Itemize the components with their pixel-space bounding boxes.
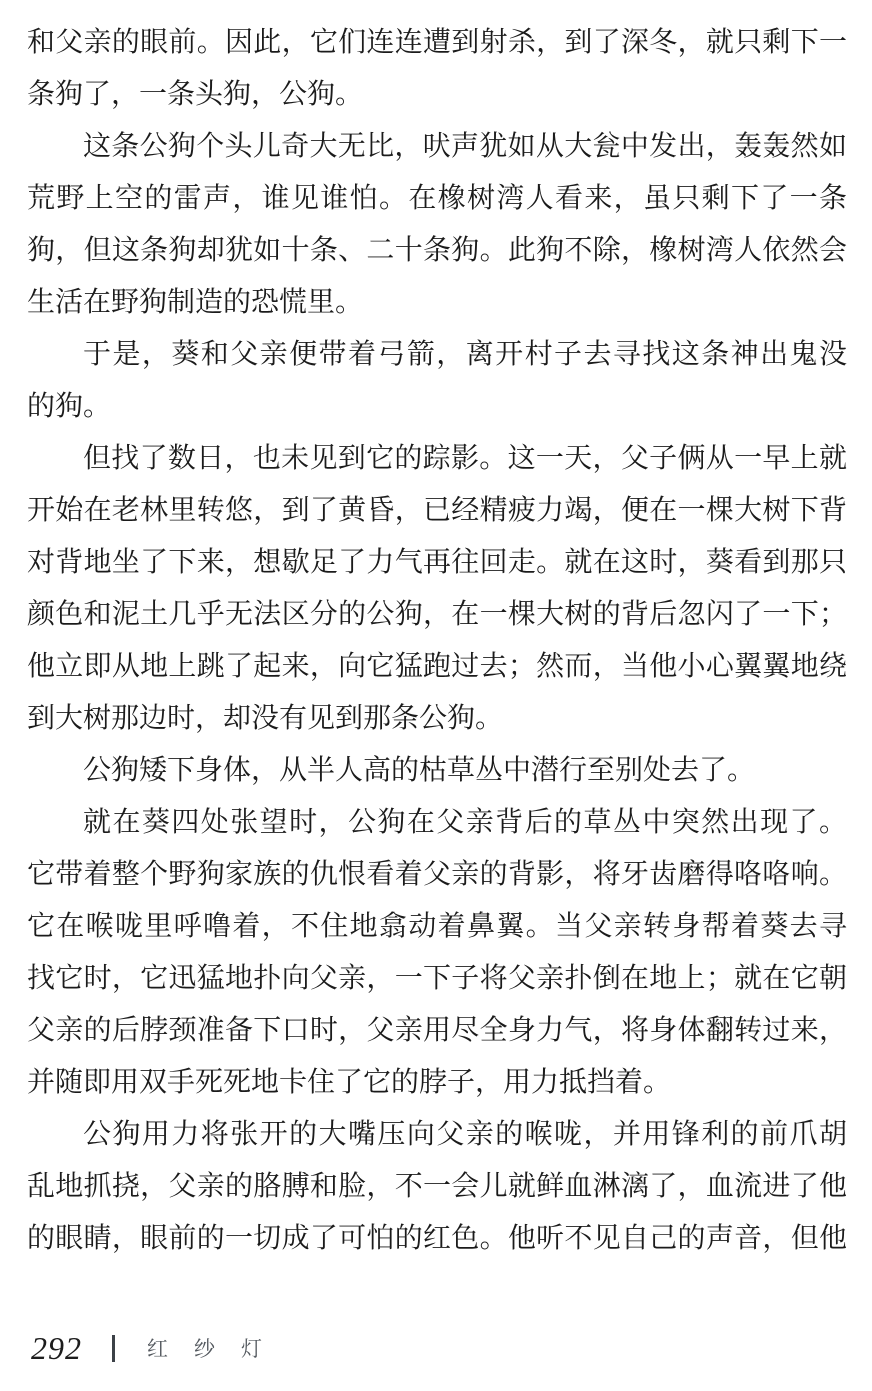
body-text [27,17,847,1265]
page-footer [31,1326,288,1370]
text-line: 这条公狗个头儿奇大无比，吠声犹如从大瓮中发出，轰轰然如 [83,131,847,162]
footer-divider-bar [112,1335,115,1362]
text-line: 到大树那边时，却没有见到那条公狗。 [27,703,504,734]
text-line: 但找了数日，也未见到它的踪影。这一天，父子俩从一早上就 [83,443,847,474]
text-line: 父亲的后脖颈准备下口时，父亲用尽全身力气，将身体翻转过来， [27,1015,847,1046]
text-line: 它在喉咙里呼噜着，不住地翕动着鼻翼。当父亲转身帮着葵去寻 [27,911,847,942]
text-line: 条狗了，一条头狗，公狗。 [27,79,364,110]
page-number: 292 [31,1329,82,1366]
text-line: 就在葵四处张望时，公狗在父亲背后的草丛中突然出现了。 [83,807,847,838]
text-line: 它带着整个野狗家族的仇恨看着父亲的背影，将牙齿磨得咯咯响。 [27,859,847,890]
text-line: 的狗。 [27,391,112,422]
text-line: 公狗矮下身体，从半人高的枯草丛中潜行至别处去了。 [83,755,756,786]
text-line: 狗，但这条狗却犹如十条、二十条狗。此狗不除，橡树湾人依然会 [27,235,847,266]
text-line: 颜色和泥土几乎无法区分的公狗，在一棵大树的背后忽闪了一下； [27,599,847,630]
text-line: 他立即从地上跳了起来，向它猛跑过去；然而，当他小心翼翼地绕 [27,651,847,682]
text-line: 生活在野狗制造的恐慌里。 [27,287,364,318]
text-line: 的眼睛，眼前的一切成了可怕的红色。他听不见自己的声音，但他 [27,1223,847,1254]
text-line: 和父亲的眼前。因此，它们连连遭到射杀，到了深冬，就只剩下一 [27,27,847,58]
book-title: 红纱灯 [147,1337,288,1361]
text-line: 荒野上空的雷声，谁见谁怕。在橡树湾人看来，虽只剩下了一条 [27,183,847,214]
text-line: 并随即用双手死死地卡住了它的脖子，用力抵挡着。 [27,1067,672,1098]
text-line: 开始在老林里转悠，到了黄昏，已经精疲力竭，便在一棵大树下背 [27,495,847,526]
text-line: 公狗用力将张开的大嘴压向父亲的喉咙，并用锋利的前爪胡 [83,1119,847,1150]
text-line: 于是，葵和父亲便带着弓箭，离开村子去寻找这条神出鬼没 [83,339,847,370]
text-line: 乱地抓挠，父亲的胳膊和脸，不一会儿就鲜血淋漓了，血流进了他 [27,1171,847,1202]
text-line: 对背地坐了下来，想歇足了力气再往回走。就在这时，葵看到那只 [27,547,847,578]
text-line: 找它时，它迅猛地扑向父亲，一下子将父亲扑倒在地上；就在它朝 [27,963,847,994]
